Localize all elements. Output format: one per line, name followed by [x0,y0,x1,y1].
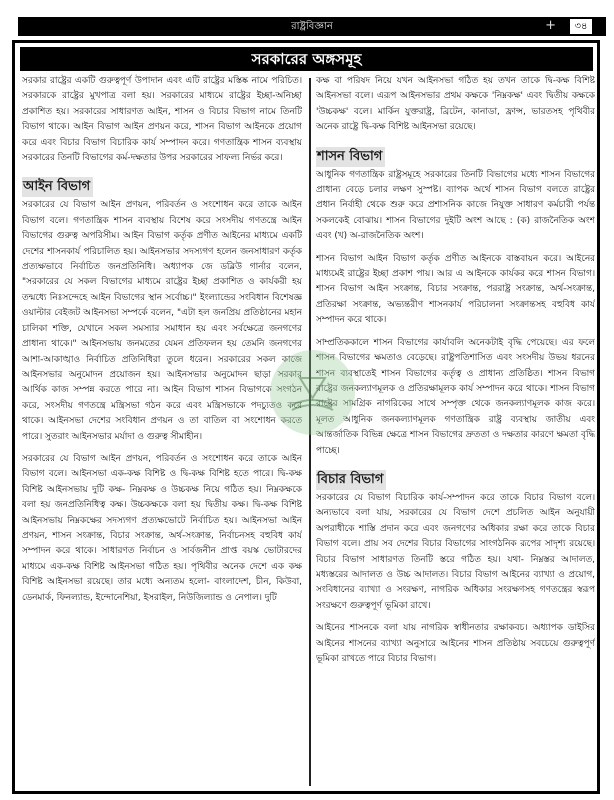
right-column [316,74,595,790]
intro-paragraph: সরকার রাষ্ট্রের একটি গুরুত্বপূর্ণ উপাদান এবং এটি রাষ্ট্রের মস্তিষ্ক নামে পরিচিত। সরকারকে রাষ্ট্রের মুখপাত্র বলা হয়। সরকারের মাধ্যমে রাষ্ট্রের ইচ্ছা-অনিচ্ছা প্রকাশিত হয়। সরকারের সাধারণত আইন, শাসন ও বিচার বিভাগ নামে তিনটি বিভাগ থাকে। আইন বিভাগ আইন প্রণয়ন করে, শাসন বিভাগ আইনকে প্রয়োগ করে এবং বিচার বিভাগ বিচারিক কার্য সম্পাদন করে। গণতান্ত্রিক শাসন ব্যবস্থায় সরকারের তিনটি বিভাগের কর্ম-দক্ষতার উপর সরকারের সাফল্য নির্ভর করে। [22,76,302,164]
page-number: ৩৪ [570,19,592,34]
running-title: রাষ্ট্রবিজ্ঞান [291,21,333,32]
executive-paragraph-3: সাম্প্রতিককালে শাসন বিভাগের কার্যাবলি অনেকটাই বৃদ্ধি পেয়েছে। এর ফলে শাসন বিভাগের ক্ষমতাও বেড়েছে। রাষ্ট্রপতিশাসিত এবং সংসদীয় উভয় ধরনের শাসন ব্যবস্থাতেই শাসন বিভাগের কর্তৃত্ব ও প্রাধান্য প্রতিষ্ঠিত। শাসন বিভাগ রাষ্ট্রের জনকল্যাণমূলক ও প্রতিরক্ষামূলক কার্য সম্পাদন করে থাকে। শাসন বিভাগ রাষ্ট্রের সামগ্রিক নাগরিকের সাথে সম্পৃক্ত থেকে জনকল্যাণমূলক কাজ করে। মূলত আধুনিক জনকল্যাণমূলক গণতান্ত্রিক রাষ্ট্র ব্যবস্থায় জাতীয় এবং আন্তর্জাতিক বিভিন্ন ক্ষেত্রে শাসন বিভাগের দ্রুততা ও দক্ষতার কারণে ক্ষমতা বৃদ্ধি পাচ্ছে। [316,337,595,456]
executive-paragraph-2: শাসন বিভাগ আইন বিভাগ কর্তৃক প্রণীত আইনকে বাস্তবায়ন করে। আইনের মাধ্যমেই রাষ্ট্রের ইচ্ছা প্রকাশ পায়। আর এ আইনকে কার্যকর করে শাসন বিভাগ। শাসন বিভাগ আইন সংক্রান্ত, বিচার সংক্রান্ত, পররাষ্ট্র সংক্রান্ত, অর্থ-সংক্রান্ত, প্রতিরক্ষা সংক্রান্ত, অভ্যন্তরীণ শাসনকার্য পরিচালনা সংক্রান্তসহ বহুবিধ কার্য সম্পাদন করে থাকে। [316,253,595,326]
running-header [18,17,606,36]
judiciary-paragraph-2: আইনের শাসনকে বলা যায় নাগরিক স্বাধীনতার রক্ষাকবচ। অধ্যাপক ডাইসির আইনের শাসনের ব্যাখ্যা অনুসারে আইনের শাসন প্রতিষ্ঠায় সবচেয়ে গুরুত্বপূর্ণ ভূমিকা রাখতে পারে বিচার বিভাগ। [316,623,595,664]
judiciary-paragraph-1: সরকারের যে বিভাগ বিচারিক কার্য-সম্পাদন করে তাকে বিচার বিভাগ বলে। অন্যভাবে বলা যায়, সরকারের যে বিভাগ দেশে প্রচলিত আইন অনুযায়ী অপরাধীকে শাস্তি প্রদান করে এবং জনগণের অধিকার রক্ষা করে তাকে বিচার বিভাগ বলে। প্রায় সব দেশের বিচার বিভাগের সাংগঠনিক রূপের সাদৃশ্য রয়েছে। বিচার বিভাগ সাধারণত তিনটি স্তরে গঠিত হয়। যথা- নিম্নস্তর আদালত, মধ্যস্তরের আদালত ও উচ্চ আদালত। বিচার বিভাগ আইনের ব্যাখ্যা ও প্রয়োগ, সংবিধানের ব্যাখ্যা ও সংরক্ষণ, নাগরিক অধিকার সংরক্ষণসহ গণতন্ত্রের স্বরূপ সংরক্ষণে গুরুত্বপূর্ণ ভূমিকা রাখে। [316,492,595,611]
left-column [22,74,302,790]
legislature-paragraph-1: সরকারের যে বিভাগ আইন প্রণয়ন, পরিবর্তন ও সংশোধন করে তাকে আইন বিভাগ বলে। গণতান্ত্রিক শাসন ব্যবস্থায় বিশেষ করে সংসদীয় গণতন্ত্রে আইন বিভাগের গুরুত্ব অপরিসীম। আইন বিভাগ কর্তৃক প্রণীত আইনের মাধ্যমে একটি দেশের শাসনকার্য পরিচালিত হয়। আইনসভার সদস্যগণ হলেন জনসাধারণ কর্তৃক প্রত্যক্ষভাবে নির্বাচিত জনপ্রতিনিধি। অধ্যাপক জে ডব্লিউ গার্নার বলেন, "সরকারের যে সকল বিভাগের মাধ্যমে রাষ্ট্রের ইচ্ছা প্রকাশিত ও কার্যকরী হয় তন্মধ্যে নিঃসন্দেহে আইন বিভাগের স্থান সর্বোচ্চ।" ইংল্যান্ডের সংবিধান বিশেষজ্ঞ ওয়াল্টার বেইজট আইনসভা সম্পর্কে বলেন, "এটা হল জনপ্রিয় প্রতিষ্ঠানের মহান চালিকা শক্তি, যেখানে সকল সমস্যার সমাধান হয় এবং সর্বক্ষেত্রে জনগণের প্রাধান্য থাকে।" আইনসভায় জনমতের যেমন প্রতিফলন হয় তেমনি জনগণের আশা-আকাঙ্খাও নির্বাচিত প্রতিনিধিরা তুলে ধরেন। সরকারের সকল কাজে আইনসভার অনুমোদন প্রয়োজন হয়। আইনসভার অনুমোদন ছাড়া সরকার আর্থিক কাজ সম্পন্ন করতে পারে না। আইন বিভাগ শাসন বিভাগকে সংগঠন করে, সংসদীয় গণতন্ত্রে মন্ত্রিসভা গঠন করে এবং মন্ত্রিসভাকে পদচ্যুতও করে থাকে। আইনসভা দেশের সংবিধান প্রণয়ন ও তা বাতিল বা সংশোধন করতে পারে। সুতরাং আইনসভার মর্যাদা ও গুরুত্ব সীমাহীন। [22,200,302,442]
legislature-heading: আইন বিভাগ [22,177,93,197]
legislature-paragraph-2: সরকারের যে বিভাগ আইন প্রণয়ন, পরিবর্তন ও সংশোধন করে তাকে আইন বিভাগ বলে। আইনসভা এক-কক্ষ বিশিষ্ট ও দ্বি-কক্ষ বিশিষ্ট হতে পারে। দ্বি-কক্ষ বিশিষ্ট আইনসভায় দুটি কক্ষ- নিম্নকক্ষ ও উচ্চকক্ষ নিয়ে গঠিত হয়। নিম্নকক্ষকে বলা হয় জনপ্রতিনিধিত্ব কক্ষ। উচ্চকক্ষকে বলা হয় দ্বিতীয় কক্ষ। দ্বি-কক্ষ বিশিষ্ট আইনসভায় নিম্নকক্ষের সদস্যগণ প্রত্যক্ষভোটে নির্বাচিত হয়। আইনসভা আইন প্রণয়ন, শাসন সংক্রান্ত, বিচার সংক্রান্ত, অর্থ-সংক্রান্ত, নির্বাচনসহ বহুবিধ কার্য সম্পাদন করে থাকে। সাধারণত নির্বাচন ও সার্বজনীন প্রাপ্ত বয়স্ক ভোটারদের মাধ্যমে এক-কক্ষ বিশিষ্ট আইনসভা গঠিত হয়। পৃথিবীর অনেক দেশে এক কক্ষ বিশিষ্ট আইনসভা রয়েছে। তার মধ্যে অন্যতম হলো- বাংলাদেশ, চীন, কিউবা, ডেনমার্ক, ফিনল্যান্ড, ইন্দোনেশিয়া, ইসরাইল, নিউজিল্যান্ড ও নেপাল। দুটি [22,453,302,603]
judiciary-heading: বিচার বিভাগ [316,470,386,490]
watermark-logo-icon [270,350,355,435]
chapter-title: সরকারের অঙ্গসমূহ [20,47,593,71]
plus-icon: + [545,18,556,33]
executive-heading: শাসন বিভাগ [316,147,385,167]
legislature-continuation: কক্ষ বা পরিষদ নিয়ে যখন আইনসভা গঠিত হয় তখন তাকে দ্বি-কক্ষ বিশিষ্ট আইনসভা বলে। এরূপ আইনসভার প্রথম কক্ষকে 'নিম্নকক্ষ' এবং দ্বিতীয় কক্ষকে 'উচ্চকক্ষ' বলে। মার্কিন যুক্তরাষ্ট্র, ব্রিটেন, কানাডা, ফ্রান্স, ভারতসহ পৃথিবীর অনেক রাষ্ট্রে দ্বি-কক্ষ বিশিষ্ট আইনসভা রয়েছে। [316,76,595,133]
executive-paragraph-1: আধুনিক গণতান্ত্রিক রাষ্ট্রসমূহে সরকারের তিনটি বিভাগের মধ্যে শাসন বিভাগের প্রাধান্য বেড়ে চলার লক্ষণ সুস্পষ্ট। ব্যাপক অর্থে শাসন বিভাগ বলতে রাষ্ট্রের প্রধান নির্বাহী থেকে শুরু করে প্রশাসনিক কাজে নিযুক্ত সাধারণ কর্মচারী পর্যন্ত সকলকেই বোঝায়। শাসন বিভাগের দুইটি অংশ আছে : (ক) রাজনৈতিক অংশ এবং (খ) অ-রাজনৈতিক অংশ। [316,169,595,242]
